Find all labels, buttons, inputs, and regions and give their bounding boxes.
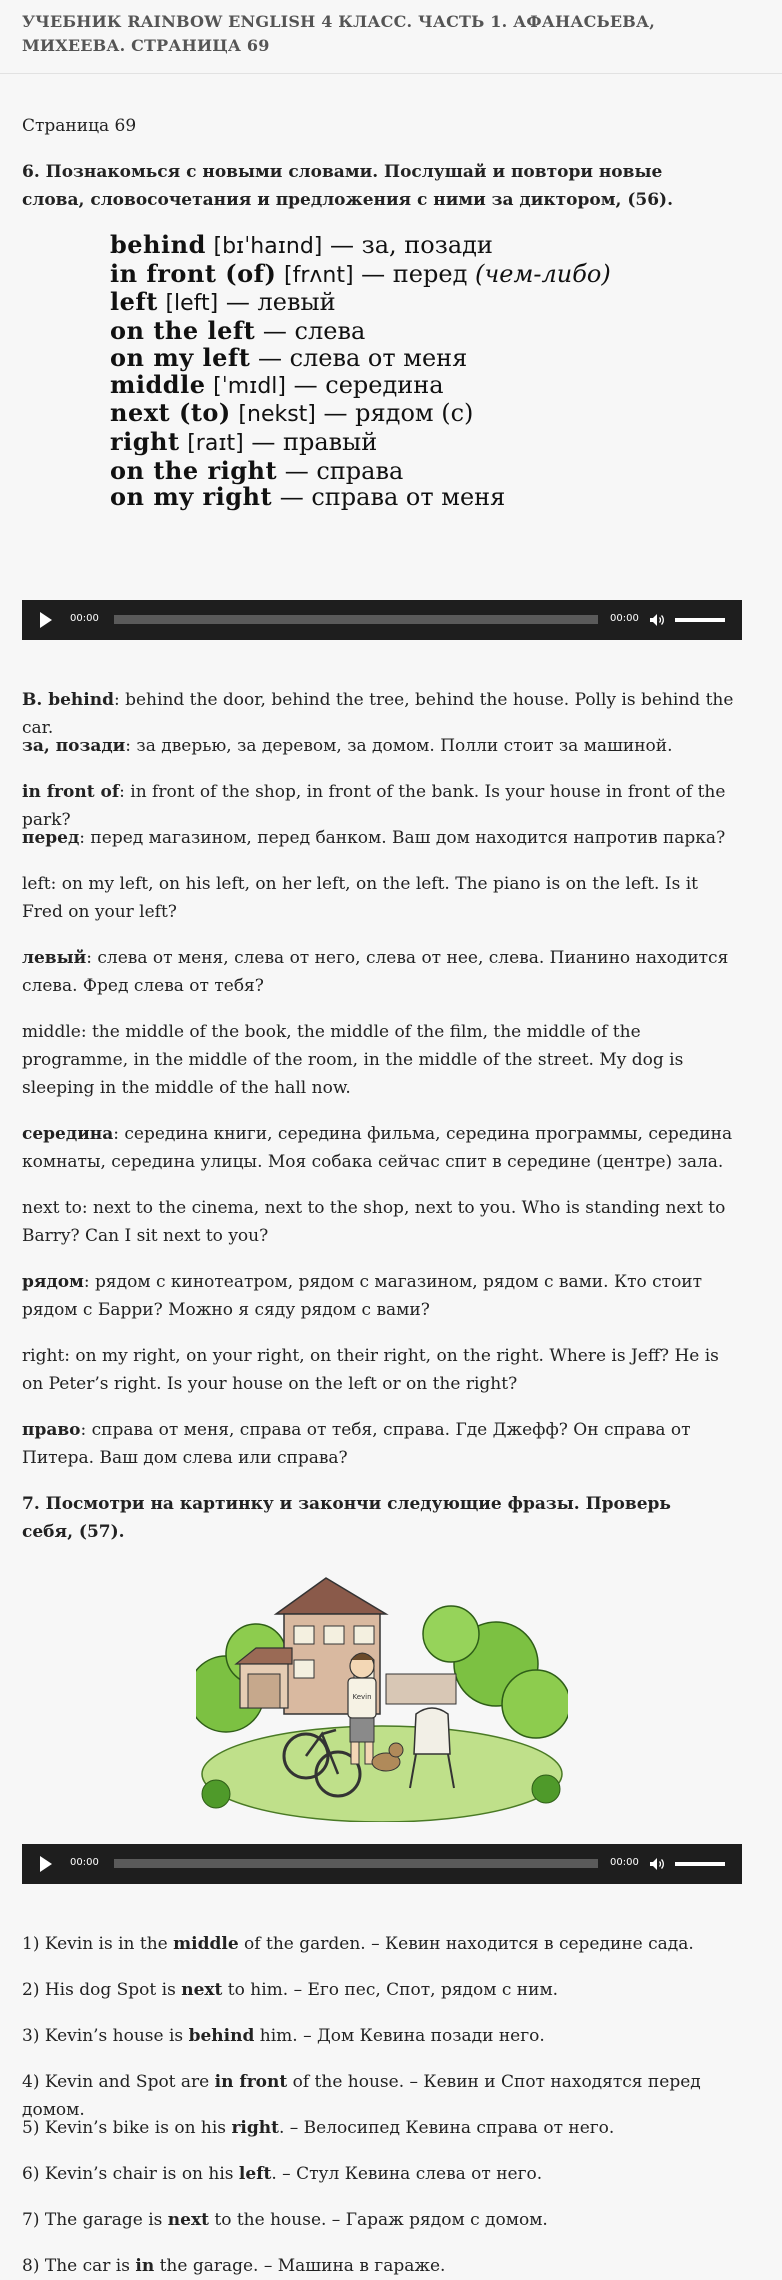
paragraph-text: : слева от меня, слева от него, слева от нее, слева. Пианино находится слева. Фред слева от тебя? [22,948,729,996]
vocab-row [110,369,730,401]
vocab-transcription: [frʌnt] [283,262,354,288]
answer-line: 5) Kevin’s bike is on his right. – Велосипед Кевина справа от него. [22,2118,615,2138]
term: за, позади [22,736,126,756]
duration: 00:00 [610,613,639,624]
paragraph-text: right: on my right, on your right, on their right, on the right. Where is Jeff? He is on Peter’s right. Is your house on the left or on the right? [22,1346,719,1394]
vocab-translation: — за, позади [330,231,493,259]
term: право [22,1420,81,1440]
paragraph [22,1018,742,1102]
paragraph-text: : справа от меня, справа от тебя, справа. Где Джефф? Он справа от Питера. Ваш дом слева или справа? [22,1420,691,1468]
answer-line: 8) The car is in the garage. – Машина в гараже. [22,2256,446,2276]
paragraph-text: : перед магазином, перед банком. Ваш дом находится напротив парка? [79,828,726,848]
vocab-row [110,289,730,318]
vocab-word: on the left [110,316,256,346]
vocab-transcription: [raɪt] [187,430,244,456]
vocab-row [110,484,730,511]
answer-keyword: left [238,2164,272,2184]
answer-keyword: next [181,1980,223,2000]
vocab-row [110,342,730,372]
answer-keyword: behind [188,2026,255,2046]
vocab-word: on the right [110,455,278,485]
answer-keyword: right [231,2118,279,2138]
vocab-word: middle [110,369,206,399]
answer-line: 1) Kevin is in the middle of the garden. – Кевин находится в середине сада. [22,1934,694,1954]
volume-icon[interactable] [649,613,665,627]
answer-keyword: next [167,2210,209,2230]
term: рядом [22,1272,84,1292]
answer-line: 6) Kevin’s chair is on his left. – Стул Кевина слева от него. [22,2164,543,2184]
vocab-translation: — перед [361,259,468,288]
vocab-translation: — середина [293,370,444,399]
vocab-row [110,258,730,290]
vocab-translation: — справа [284,456,404,485]
term: левый [22,948,87,968]
paragraph [22,1268,742,1324]
vocab-note: (чем-либо) [474,259,611,288]
vocab-translation: — слева [262,317,366,346]
volume-slider[interactable] [675,618,725,622]
vocab-transcription: [ˈmɪdl] [213,373,287,399]
vocab-translation: — левый [225,288,336,317]
garden-illustration [196,1574,568,1822]
audio-player [22,1844,742,1884]
vocab-row [110,426,730,458]
current-time: 00:00 [70,613,99,624]
term: перед [22,828,80,848]
vocab-translation: — справа от меня [279,483,506,512]
page-title: УЧЕБНИК RAINBOW ENGLISH 4 КЛАСС. ЧАСТЬ 1. АФАНАСЬЕВА, МИХЕЕВА. СТРАНИЦА 69 [22,12,656,55]
play-icon[interactable] [40,612,52,628]
term: in front of [22,782,120,802]
progress-track[interactable] [114,1859,598,1868]
shirt-text: Kevin [352,1693,372,1701]
vocab-translation: — рядом (с) [323,399,474,428]
paragraph [22,732,742,760]
volume-icon[interactable] [649,1857,665,1871]
answer-keyword: middle [173,1934,239,1954]
vocab-row [110,318,730,345]
vocab-transcription: [bɪˈhaɪnd] [213,234,323,259]
current-time: 00:00 [70,1857,99,1868]
vocab-word: left [110,287,158,317]
task-7-heading: 7. Посмотри на картинку и закончи следующие фразы. Проверь себя, (57). [22,1494,671,1542]
vocab-row [110,400,730,429]
task-6-heading: 6. Познакомься с новыми словами. Послушай и повтори новые слова, словосочетания и предложения с ними за диктором, (56). [22,162,674,210]
vocab-translation: — правый [251,427,378,456]
vocab-translation: — слева от меня [257,343,468,372]
site-header [0,0,782,74]
paragraph-text: next to: next to the cinema, next to the shop, next to you. Who is standing next to Barry? Can I sit next to you? [22,1198,726,1246]
vocab-row [110,232,730,261]
answer-keyword: in front [214,2072,288,2092]
vocab-transcription: [nekst] [238,402,316,428]
paragraph-text: : середина книги, середина фильма, середина программы, середина комнаты, середина улицы. Моя собака сейчас спит в середине (центре) зала. [22,1124,733,1172]
vocab-row [110,455,730,485]
paragraph-text: : in front of the shop, in front of the bank. Is your house in front of the park? [22,782,726,830]
paragraph [22,1416,742,1472]
vocabulary-list [110,232,730,511]
vocab-transcription: [left] [165,291,219,317]
answer-line: 2) His dog Spot is next to him. – Его пес, Спот, рядом с ним. [22,1980,559,2000]
answer-keyword: in [135,2256,155,2276]
paragraph [22,870,742,926]
vocab-word: on my left [110,342,251,372]
paragraph-text: : рядом с кинотеатром, рядом с магазином, рядом с вами. Кто стоит рядом с Барри? Можно я сяду рядом с вами? [22,1272,703,1320]
audio-player [22,600,742,640]
duration: 00:00 [610,1857,639,1868]
vocab-word: on my right [110,482,273,512]
paragraph-text: left: on my left, on his left, on her left, on the left. The piano is on the left. Is it Fred on your left? [22,874,698,922]
answer-line: 7) The garage is next to the house. – Гараж рядом с домом. [22,2210,548,2230]
paragraph-text: : behind the door, behind the tree, behind the house. Polly is behind the car. [22,690,734,738]
paragraph [22,1120,742,1176]
answer-line: 4) Kevin and Spot are in front of the house. – Кевин и Спот находятся перед домом. [22,2072,701,2120]
answer-line: 3) Kevin’s house is behind him. – Дом Кевина позади него. [22,2026,545,2046]
vocab-word: right [110,426,180,456]
paragraph-text: middle: the middle of the book, the middle of the film, the middle of the programme, in the middle of the room, in the middle of the street. My dog is sleeping in the middle of the hall now. [22,1022,684,1098]
paragraph [22,1342,742,1398]
paragraph [22,944,742,1000]
paragraph-text: : за дверью, за деревом, за домом. Полли стоит за машиной. [125,736,673,756]
term: середина [22,1124,114,1144]
volume-slider[interactable] [675,1862,725,1866]
term: B. behind [22,690,114,710]
vocab-word: behind [110,230,206,259]
paragraph [22,1194,742,1250]
paragraph [22,824,742,852]
page-label: Страница 69 [22,116,137,136]
vocab-word: next (to) [110,398,231,428]
vocab-word: in front (of) [110,258,277,288]
play-icon[interactable] [40,1856,52,1872]
progress-track[interactable] [114,615,598,624]
